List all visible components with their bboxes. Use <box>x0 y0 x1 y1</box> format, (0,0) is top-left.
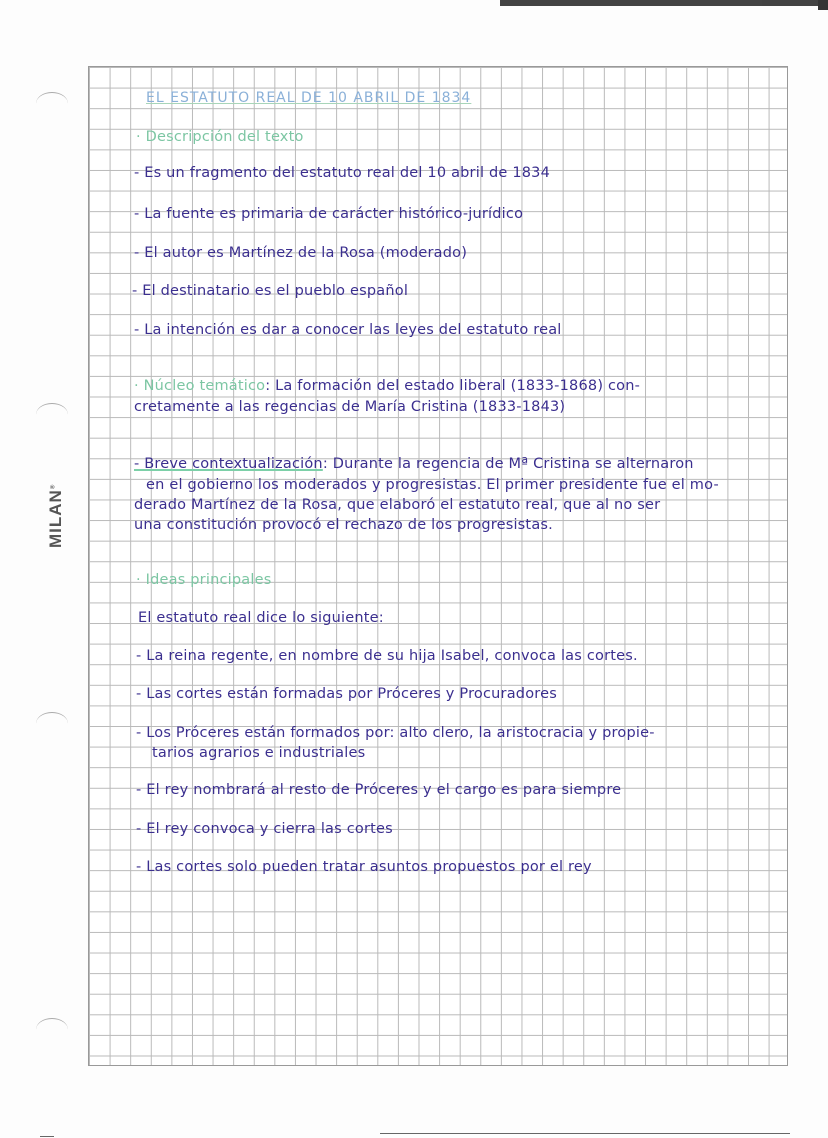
page-title: EL ESTATUTO REAL DE 10 ABRIL DE 1834 <box>146 90 472 106</box>
scan-edge-top <box>500 0 828 6</box>
section-heading-description: · Descripción del texto <box>136 129 304 145</box>
list-item: - La intención es dar a conocer las leyes del estatuto real <box>134 322 562 338</box>
binder-hole <box>36 712 68 735</box>
list-item: - Las cortes están formadas por Próceres y Procuradores <box>136 686 558 702</box>
list-item: - El rey nombrará al resto de Próceres y el cargo es para siempre <box>136 782 622 798</box>
binder-hole <box>36 1018 68 1041</box>
registered-mark: ® <box>50 483 57 490</box>
scan-edge-bottom <box>380 1133 790 1134</box>
section-heading-ideas: · Ideas principales <box>136 572 272 588</box>
context-label: - Breve contextualización <box>134 456 323 472</box>
context-line: derado Martínez de la Rosa, que elaboró el estatuto real, que al no ser <box>134 497 661 513</box>
thematic-core-label: · Núcleo temático <box>134 378 266 394</box>
list-item: - Las cortes solo pueden tratar asuntos propuestos por el rey <box>136 859 592 875</box>
context-line: en el gobierno los moderados y progresistas. El primer presidente fue el mo- <box>146 477 719 493</box>
list-item: - Es un fragmento del estatuto real del 10 abril de 1834 <box>134 165 551 181</box>
binder-hole <box>36 92 68 115</box>
context-line: una constitución provocó el rechazo de los progresistas. <box>134 517 553 533</box>
thematic-core-text: : La formación del estado liberal (1833-1868) con- <box>265 378 641 394</box>
list-item-continuation: tarios agrarios e industriales <box>152 745 366 761</box>
ideas-intro: El estatuto real dice lo siguiente: <box>138 610 384 626</box>
brand-logo <box>46 484 66 548</box>
scan-mark <box>40 1136 54 1137</box>
thematic-core-line <box>134 378 640 394</box>
context-text: : Durante la regencia de Mª Cristina se alternaron <box>322 456 694 472</box>
list-item: - La fuente es primaria de carácter histórico-jurídico <box>134 206 524 222</box>
list-item: - Los Próceres están formados por: alto clero, la aristocracia y propie- <box>136 725 655 741</box>
list-item: - El autor es Martínez de la Rosa (moderado) <box>134 245 468 261</box>
binder-hole <box>36 403 68 426</box>
thematic-core-line: cretamente a las regencias de María Cristina (1833-1843) <box>134 399 566 415</box>
list-item: - La reina regente, en nombre de su hija Isabel, convoca las cortes. <box>136 648 638 664</box>
brand-name: MILAN <box>46 489 65 548</box>
list-item: - El rey convoca y cierra las cortes <box>136 821 393 837</box>
scan-mark <box>818 0 828 10</box>
list-item: - El destinatario es el pueblo español <box>132 283 409 299</box>
context-line <box>134 456 694 472</box>
